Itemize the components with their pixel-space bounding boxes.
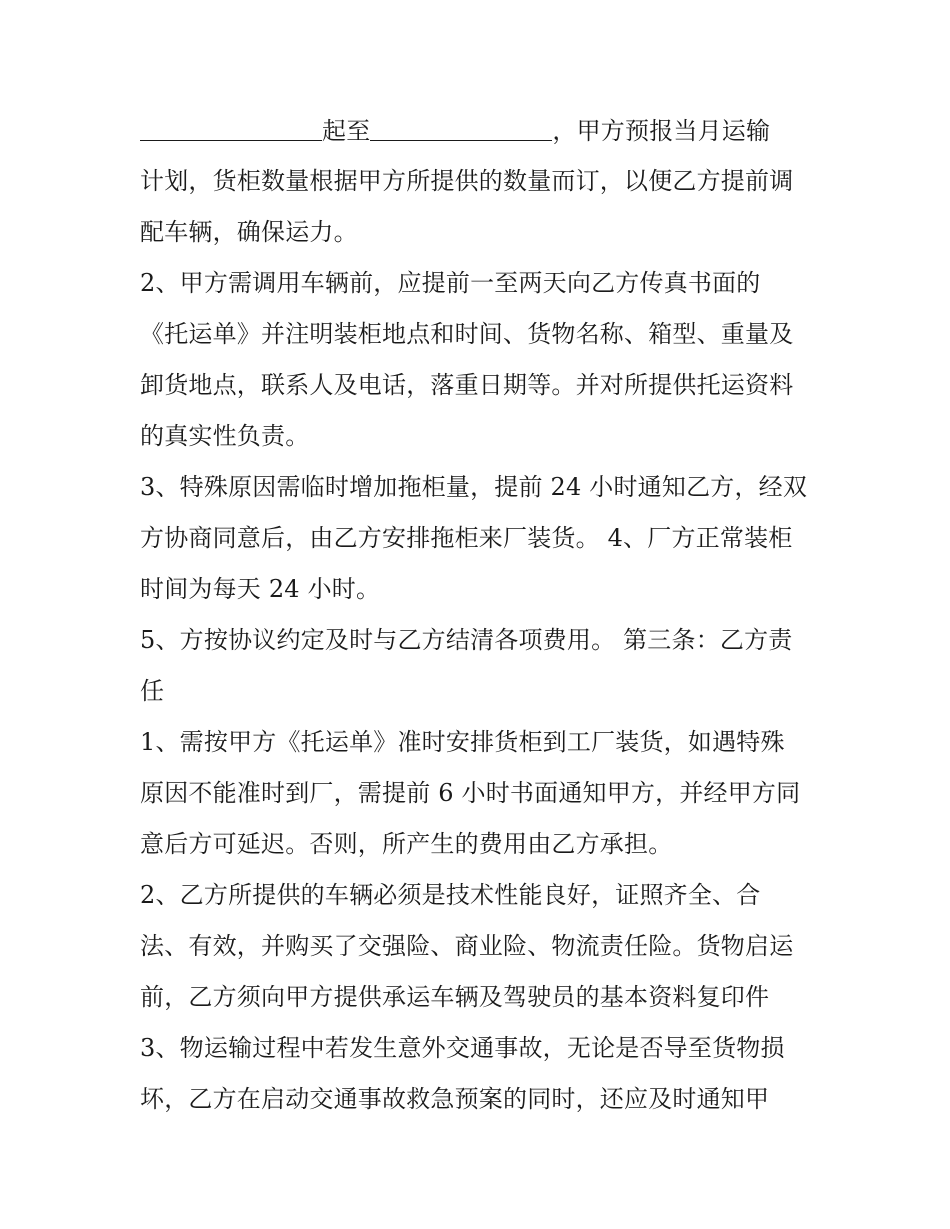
text-line: 原因不能准时到厂，需提前 6 小时书面通知甲方，并经甲方同 — [140, 779, 801, 807]
text-line: 计划，货柜数量根据甲方所提供的数量而订，以便乙方提前调 — [140, 167, 794, 195]
fill-in-blank-end-date[interactable] — [370, 112, 552, 141]
text-segment: ，甲方预报当月运输 — [552, 117, 771, 145]
text-line-1 — [140, 112, 830, 148]
text-line: 5、方按协议约定及时与乙方结清各项费用。 第三条：乙方责 — [140, 626, 793, 654]
text-line: 《托运单》并注明装柜地点和时间、货物名称、箱型、重量及 — [140, 320, 794, 348]
text-line: 方协商同意后，由乙方安排拖柜来厂装货。 4、厂方正常装柜 — [140, 524, 793, 552]
text-line: 前，乙方须向甲方提供承运车辆及驾驶员的基本资料复印件 — [140, 983, 770, 1011]
text-line: 2、乙方所提供的车辆必须是技术性能良好，证照齐全、合 — [140, 881, 761, 909]
text-line: 时间为每天 24 小时。 — [140, 575, 381, 603]
text-line: 2、甲方需调用车辆前，应提前一至两天向乙方传真书面的 — [140, 269, 761, 297]
text-line: 卸货地点，联系人及电话，落重日期等。并对所提供托运资料 — [140, 371, 794, 399]
text-line: 的真实性负责。 — [140, 422, 310, 450]
text-segment: 起至 — [322, 117, 371, 145]
text-line: 坏，乙方在启动交通事故救急预案的同时，还应及时通知甲 — [140, 1085, 770, 1113]
text-line: 法、有效，并购买了交强险、商业险、物流责任险。货物启运 — [140, 932, 794, 960]
text-line: 1、需按甲方《托运单》准时安排货柜到工厂装货，如遇特殊 — [140, 728, 785, 756]
text-line: 任 — [140, 677, 165, 705]
text-line: 3、特殊原因需临时增加拖柜量，提前 24 小时通知乙方，经双 — [140, 473, 808, 501]
text-line: 配车辆，确保运力。 — [140, 218, 358, 246]
text-line: 意后方可延迟。否则，所产生的费用由乙方承担。 — [140, 830, 673, 858]
fill-in-blank-start-date[interactable] — [140, 112, 322, 141]
text-line: 3、物运输过程中若发生意外交通事故，无论是否导至货物损 — [140, 1034, 785, 1062]
